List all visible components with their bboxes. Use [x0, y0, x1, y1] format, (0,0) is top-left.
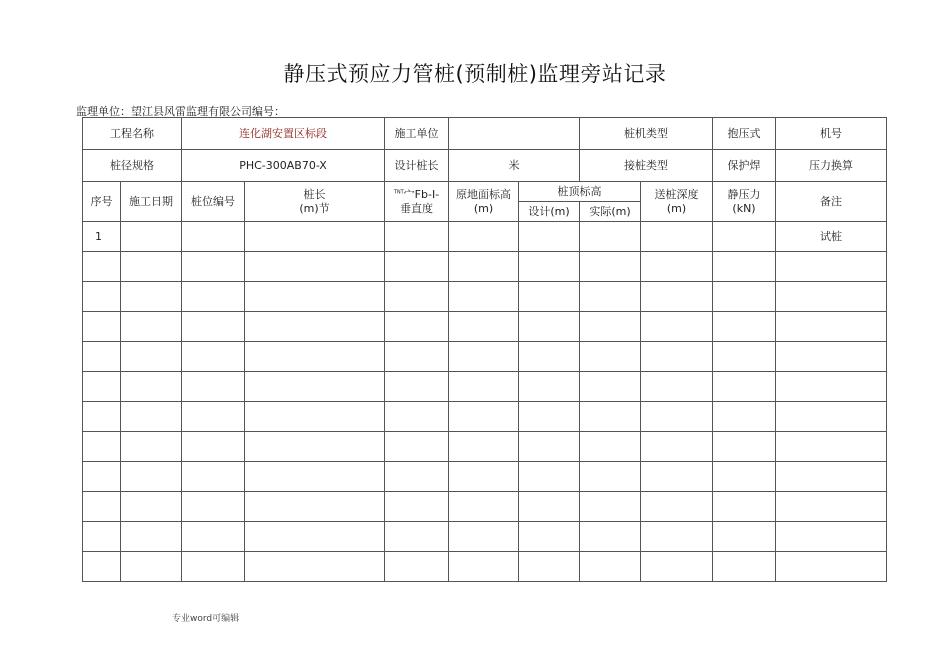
- info-label: 工程名称: [83, 118, 182, 150]
- table-cell: [580, 492, 641, 522]
- table-row: [83, 492, 887, 522]
- table-cell: 试桩: [776, 222, 887, 252]
- table-cell: [519, 342, 580, 372]
- table-cell: [776, 462, 887, 492]
- table-cell: [121, 222, 182, 252]
- table-cell: [83, 372, 121, 402]
- info-label: 施工单位: [385, 118, 449, 150]
- col-header-length: [245, 182, 385, 222]
- table-cell: [519, 432, 580, 462]
- table-cell: [776, 372, 887, 402]
- table-cell: [713, 402, 776, 432]
- table-cell: [245, 222, 385, 252]
- table-cell: [121, 492, 182, 522]
- col-header-remark: 备注: [776, 182, 887, 222]
- table-cell: 1: [83, 222, 121, 252]
- col-header-seq: 序号: [83, 182, 121, 222]
- table-cell: [580, 252, 641, 282]
- table-cell: [83, 282, 121, 312]
- col-header-depth-line1: 送桩深度: [654, 187, 699, 201]
- table-cell: [182, 342, 245, 372]
- table-cell: [121, 432, 182, 462]
- table-cell: [580, 432, 641, 462]
- table-cell: [385, 372, 449, 402]
- col-header-ground: [449, 182, 519, 222]
- info-value: 米: [449, 150, 580, 182]
- table-cell: [245, 462, 385, 492]
- info-value: 连化湖安置区标段: [182, 118, 385, 150]
- table-cell: [776, 432, 887, 462]
- col-header-verticality-line1: [385, 188, 448, 202]
- table-cell: [449, 492, 519, 522]
- table-cell: [182, 552, 245, 582]
- table-cell: [641, 372, 713, 402]
- table-cell: [449, 222, 519, 252]
- table-cell: [641, 342, 713, 372]
- table-cell: [776, 342, 887, 372]
- footer-note: 专业word可编辑: [172, 614, 240, 624]
- col-header-top-design: 设计(m): [519, 202, 580, 222]
- col-header-verticality-text: 宀Fb-I-: [403, 187, 440, 201]
- page-title: 静压式预应力管桩(预制桩)监理旁站记录: [283, 62, 667, 86]
- table-cell: [449, 462, 519, 492]
- col-header-pressure-line1: 静压力: [727, 187, 761, 201]
- col-header-pressure-line2: (kN): [732, 201, 756, 215]
- table-cell: [449, 252, 519, 282]
- table-cell: [385, 492, 449, 522]
- table-cell: [519, 282, 580, 312]
- info-value: 抱压式: [713, 118, 776, 150]
- table-cell: [519, 552, 580, 582]
- info-label: 桩径规格: [83, 150, 182, 182]
- table-cell: [580, 312, 641, 342]
- table-cell: [641, 282, 713, 312]
- table-row: [83, 372, 887, 402]
- table-row: [83, 552, 887, 582]
- table-row: [83, 432, 887, 462]
- table-cell: [776, 402, 887, 432]
- table-cell: [182, 402, 245, 432]
- info-row-1: [83, 118, 887, 150]
- table-cell: [580, 342, 641, 372]
- info-label: 桩机类型: [580, 118, 713, 150]
- table-cell: [83, 402, 121, 432]
- table-cell: [245, 492, 385, 522]
- table-cell: [245, 342, 385, 372]
- table-cell: [713, 372, 776, 402]
- table-cell: [519, 522, 580, 552]
- table-cell: [580, 522, 641, 552]
- table-cell: [182, 282, 245, 312]
- table-cell: [580, 282, 641, 312]
- table-cell: [245, 522, 385, 552]
- table-cell: [83, 462, 121, 492]
- col-header-verticality-line2: 垂直度: [400, 201, 433, 215]
- table-cell: [385, 282, 449, 312]
- table-cell: [641, 462, 713, 492]
- table-cell: [121, 372, 182, 402]
- table-cell: [519, 372, 580, 402]
- table-cell: [385, 222, 449, 252]
- table-cell: [385, 462, 449, 492]
- col-header-verticality: [385, 182, 449, 222]
- table-cell: [385, 552, 449, 582]
- table-cell: [245, 552, 385, 582]
- col-header-top-actual: 实际(m): [580, 202, 641, 222]
- info-label: 接桩类型: [580, 150, 713, 182]
- col-header-length-line1: 桩长: [303, 187, 326, 201]
- info-value: 保护焊: [713, 150, 776, 182]
- header-row-1: [83, 182, 887, 202]
- table-cell: [641, 492, 713, 522]
- table-cell: [245, 312, 385, 342]
- table-cell: [713, 432, 776, 462]
- col-header-pile-no: 桩位编号: [182, 182, 245, 222]
- table-cell: [449, 372, 519, 402]
- table-cell: [713, 492, 776, 522]
- table-cell: [641, 402, 713, 432]
- info-value: [449, 118, 580, 150]
- table-cell: [641, 222, 713, 252]
- table-cell: [245, 402, 385, 432]
- table-cell: [776, 552, 887, 582]
- table-cell: [182, 222, 245, 252]
- table-cell: [245, 252, 385, 282]
- table-cell: [519, 492, 580, 522]
- table-cell: [713, 552, 776, 582]
- table-cell: [713, 222, 776, 252]
- table-cell: [83, 492, 121, 522]
- table-cell: [580, 222, 641, 252]
- table-cell: [713, 252, 776, 282]
- table-cell: [83, 432, 121, 462]
- table-cell: [776, 282, 887, 312]
- table-cell: [83, 552, 121, 582]
- table-row: [83, 312, 887, 342]
- col-header-depth-line2: (m): [666, 201, 687, 215]
- table-cell: [83, 522, 121, 552]
- table-cell: [641, 552, 713, 582]
- table-cell: [385, 522, 449, 552]
- info-label: 压力换算: [776, 150, 887, 182]
- table-cell: [182, 522, 245, 552]
- table-cell: [580, 462, 641, 492]
- col-header-verticality-small: TNT: [393, 189, 404, 196]
- table-cell: [245, 372, 385, 402]
- table-cell: [641, 432, 713, 462]
- col-header-date: 施工日期: [121, 182, 182, 222]
- table-cell: [83, 252, 121, 282]
- table-cell: [713, 312, 776, 342]
- table-cell: [449, 432, 519, 462]
- table-row: [83, 462, 887, 492]
- info-label: 设计桩长: [385, 150, 449, 182]
- col-header-pressure: [713, 182, 776, 222]
- table-cell: [245, 432, 385, 462]
- table-cell: [713, 522, 776, 552]
- table-cell: [121, 462, 182, 492]
- table-cell: [641, 252, 713, 282]
- table-cell: [182, 492, 245, 522]
- table-cell: [519, 462, 580, 492]
- table-cell: [245, 282, 385, 312]
- table-cell: [121, 522, 182, 552]
- info-label: 机号: [776, 118, 887, 150]
- col-header-length-line2: (m)节: [299, 201, 330, 215]
- table-cell: [121, 252, 182, 282]
- table-cell: [519, 252, 580, 282]
- table-cell: [449, 282, 519, 312]
- table-cell: [641, 522, 713, 552]
- table-cell: [182, 252, 245, 282]
- table-cell: [776, 252, 887, 282]
- table-cell: [776, 312, 887, 342]
- col-header-ground-line2: (m): [473, 201, 494, 215]
- table-cell: [449, 552, 519, 582]
- table-cell: [449, 402, 519, 432]
- table-row: [83, 342, 887, 372]
- table-cell: [83, 342, 121, 372]
- info-value: PHC-300AB70-X: [182, 150, 385, 182]
- table-cell: [713, 342, 776, 372]
- record-table: [82, 117, 887, 582]
- table-row: [83, 522, 887, 552]
- table-row: [83, 222, 887, 252]
- table-cell: [641, 312, 713, 342]
- col-header-ground-line1: 原地面标高: [456, 187, 511, 201]
- table-cell: [449, 522, 519, 552]
- table-cell: [385, 342, 449, 372]
- table-cell: [713, 282, 776, 312]
- table-cell: [121, 312, 182, 342]
- table-cell: [449, 312, 519, 342]
- table-cell: [449, 342, 519, 372]
- info-row-2: [83, 150, 887, 182]
- table-cell: [776, 522, 887, 552]
- table-row: [83, 252, 887, 282]
- table-cell: [182, 462, 245, 492]
- table-cell: [713, 462, 776, 492]
- col-header-depth: [641, 182, 713, 222]
- table-cell: [121, 552, 182, 582]
- table-row: [83, 402, 887, 432]
- table-row: [83, 282, 887, 312]
- table-cell: [519, 402, 580, 432]
- table-cell: [182, 372, 245, 402]
- table-cell: [121, 402, 182, 432]
- table-cell: [182, 432, 245, 462]
- table-cell: [580, 402, 641, 432]
- col-header-top-elevation: 桩顶标高: [519, 182, 641, 202]
- table-cell: [580, 552, 641, 582]
- table-cell: [776, 492, 887, 522]
- table-cell: [580, 372, 641, 402]
- table-cell: [519, 222, 580, 252]
- table-cell: [519, 312, 580, 342]
- table-cell: [385, 432, 449, 462]
- table-cell: [385, 252, 449, 282]
- table-cell: [385, 402, 449, 432]
- table-cell: [385, 312, 449, 342]
- table-cell: [121, 342, 182, 372]
- supervisor-unit-line: 监理单位：望江县风雷监理有限公司编号：: [76, 105, 285, 118]
- table-cell: [182, 312, 245, 342]
- table-cell: [83, 312, 121, 342]
- table-cell: [121, 282, 182, 312]
